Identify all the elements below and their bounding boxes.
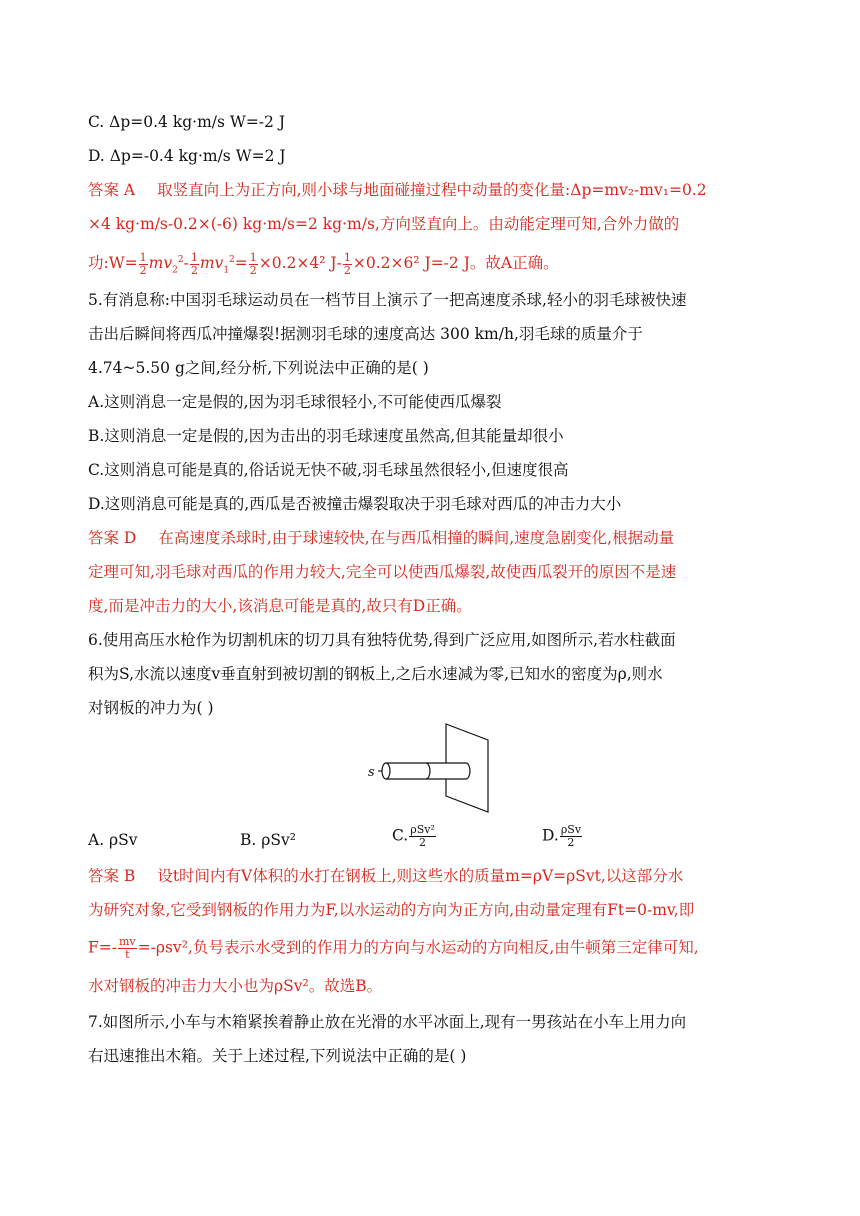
q4-answer-text1: 取竖直向上为正方向,则小球与地面碰撞过程中动量的变化量:Δp=mv₂-mv₁=0.2 <box>157 181 707 199</box>
q6-option-d: D. $\frac{\text{ρSv}}{2}$ <box>542 823 582 849</box>
q5-option-b: B.这则消息一定是假的,因为击出的羽毛球速度虽然高,但其能量却很小 <box>88 427 564 445</box>
q5-stem-line3: 4.74~5.50 g之间,经分析,下列说法中正确的是( ) <box>88 359 429 377</box>
q5-answer-line3: 度,而是冲击力的大小,该消息可能是真的,故只有D正确。 <box>88 597 472 615</box>
q4-answer-line1 <box>88 180 707 200</box>
q6-answer-line4: 水对钢板的冲击力大小也为ρSv²。故选B。 <box>88 977 383 995</box>
q6-answer-text1: 设t时间内有V体积的水打在钢板上,则这些水的质量m=ρV=ρSvt,以这部分水 <box>157 867 684 885</box>
fraction: $\frac{1}{2}$ <box>343 250 351 277</box>
q5-stem-line2: 击出后瞬间将西瓜冲撞爆裂!据测羽毛球的速度高达 300 km/h,羽毛球的质量介于 <box>88 325 643 343</box>
q5-option-a: A.这则消息一定是假的,因为羽毛球很轻小,不可能使西瓜爆裂 <box>88 393 502 411</box>
q6-option-b: B. ρSv² <box>240 831 296 849</box>
q4-work-mid: ×0.2×4² J- <box>258 254 342 273</box>
q5-option-c: C.这则消息可能是真的,俗话说无快不破,羽毛球虽然很轻小,但速度很高 <box>88 461 569 479</box>
q4-work-prefix: 功:W= <box>88 254 138 273</box>
q4-answer-line2: ×4 kg·m/s-0.2×(-6) kg·m/s=2 kg·m/s,方向竖直向上。由动能定理可知,合外力做的 <box>88 215 680 233</box>
answer-tag: 答案 B <box>88 867 136 885</box>
q5-answer-text1: 在高速度杀球时,由于球速较快,在与西瓜相撞的瞬间,速度急剧变化,根据动量 <box>158 529 675 547</box>
fraction: $\frac{\text{ρSv}}{2}$ <box>560 823 582 849</box>
fraction: $\frac{1}{2}$ <box>139 250 147 277</box>
q5-answer-line1 <box>88 528 674 548</box>
fraction: $\frac{1}{2}$ <box>249 250 257 277</box>
q4-work-suffix: ×0.2×6² J=-2 J。故A正确。 <box>352 254 559 273</box>
q6-stem-line1: 6.使用高压水枪作为切割机床的切刀具有独特优势,得到广泛应用,如图所示,若水柱截面 <box>88 631 676 649</box>
q4-option-d: D. Δp=-0.4 kg·m/s W=2 J <box>88 147 286 165</box>
q4-answer-line3: 功:W= $\frac{1}{2}$ $mv_2^2-$ $\frac{1}{2}$ $mv_1^2=$ $\frac{1}{2}$ ×0.2×4² J- $\frac{1}{2}$ ×0.2×6² J=-2 J。故A正确。 <box>88 250 559 277</box>
water-jet-figure <box>360 722 500 814</box>
q6-stem-line2: 积为S,水流以速度v垂直射到被切割的钢板上,之后水速减为零,已知水的密度为ρ,则水 <box>88 665 663 683</box>
q5-option-d: D.这则消息可能是真的,西瓜是否被撞击爆裂取决于羽毛球对西瓜的冲击力大小 <box>88 495 622 513</box>
water-column-end <box>382 763 390 779</box>
area-label: s <box>368 765 375 780</box>
q5-answer-line2: 定理可知,羽毛球对西瓜的作用力较大,完全可以使西瓜爆裂,故使西瓜裂开的原因不是速 <box>88 563 677 581</box>
q7-stem-line2: 右迅速推出木箱。关于上述过程,下列说法中正确的是( ) <box>88 1047 467 1065</box>
q6-answer-line1 <box>88 866 683 886</box>
q6-option-c: C. $\frac{\text{ρSv²}}{2}$ <box>392 823 435 849</box>
q6-answer-line3: F=- $\frac{mv}{t}$ =-ρsv²,负号表示水受到的作用力的方向与水运动的方向相反,由牛顿第三定律可知, <box>88 935 699 961</box>
q4-option-c: C. Δp=0.4 kg·m/s W=-2 J <box>88 113 286 131</box>
q5-stem-line1: 5.有消息称:中国羽毛球运动员在一档节目上演示了一把高速度杀球,轻小的羽毛球被快速 <box>88 291 687 309</box>
fraction: $\frac{1}{2}$ <box>190 250 198 277</box>
answer-tag: 答案 D <box>88 529 137 547</box>
q6-stem-line3: 对钢板的冲力为( ) <box>88 699 214 717</box>
q7-stem-line1: 7.如图所示,小车与木箱紧挨着静止放在光滑的水平冰面上,现有一男孩站在小车上用力向 <box>88 1013 687 1031</box>
q6-answer-line2: 为研究对象,它受到钢板的作用力为F,以水运动的方向为正方向,由动量定理有Ft=0-mv,即 <box>88 901 695 919</box>
fraction: $\frac{\text{ρSv²}}{2}$ <box>410 823 435 849</box>
water-column <box>386 763 470 779</box>
fraction: $\frac{mv}{t}$ <box>118 935 136 961</box>
answer-tag: 答案 A <box>88 181 136 199</box>
q6-option-a: A. ρSv <box>88 831 138 849</box>
